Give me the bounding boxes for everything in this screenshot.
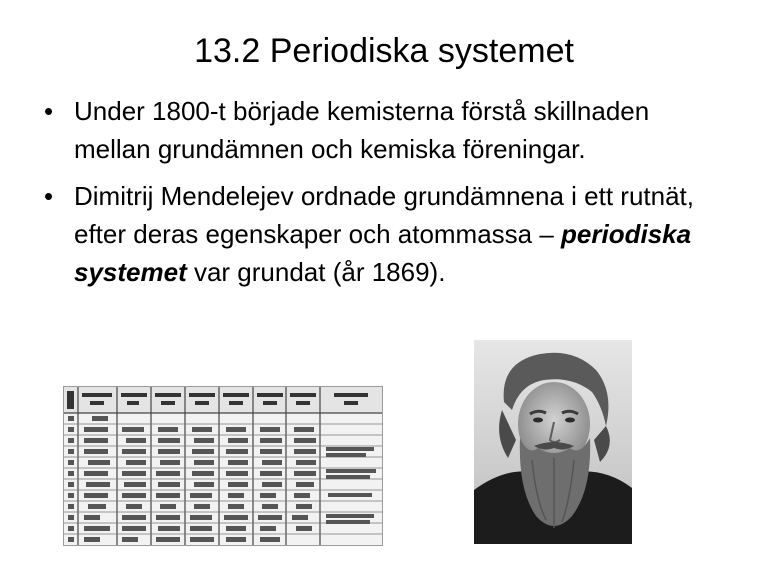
mendeleev-portrait-icon <box>474 340 632 544</box>
bullet-text: Under 1800-t började kemisterna förstå skillnaden mellan grundämnen och kemiska föreningar. <box>74 96 650 164</box>
bullet-item <box>42 177 732 291</box>
mendeleev-periodic-table-icon <box>63 386 383 546</box>
bullet-text-before: Dimitrij Mendelejev ordnade grundämnena i ett rutnät, efter deras egenskaper och atommassa – <box>74 181 695 249</box>
periodic-table-image <box>64 387 382 545</box>
slide-title: 13.2 Periodiska systemet <box>194 32 574 70</box>
bullet-symbol: • <box>44 181 54 211</box>
bullet-symbol: • <box>44 96 54 126</box>
bullet-item <box>42 92 732 168</box>
portrait-image <box>474 340 632 544</box>
bullet-text-after: var grundat (år 1869). <box>186 257 446 287</box>
bullet-emphasis: periodiska systemet <box>74 219 692 287</box>
bullet-list <box>42 92 732 300</box>
